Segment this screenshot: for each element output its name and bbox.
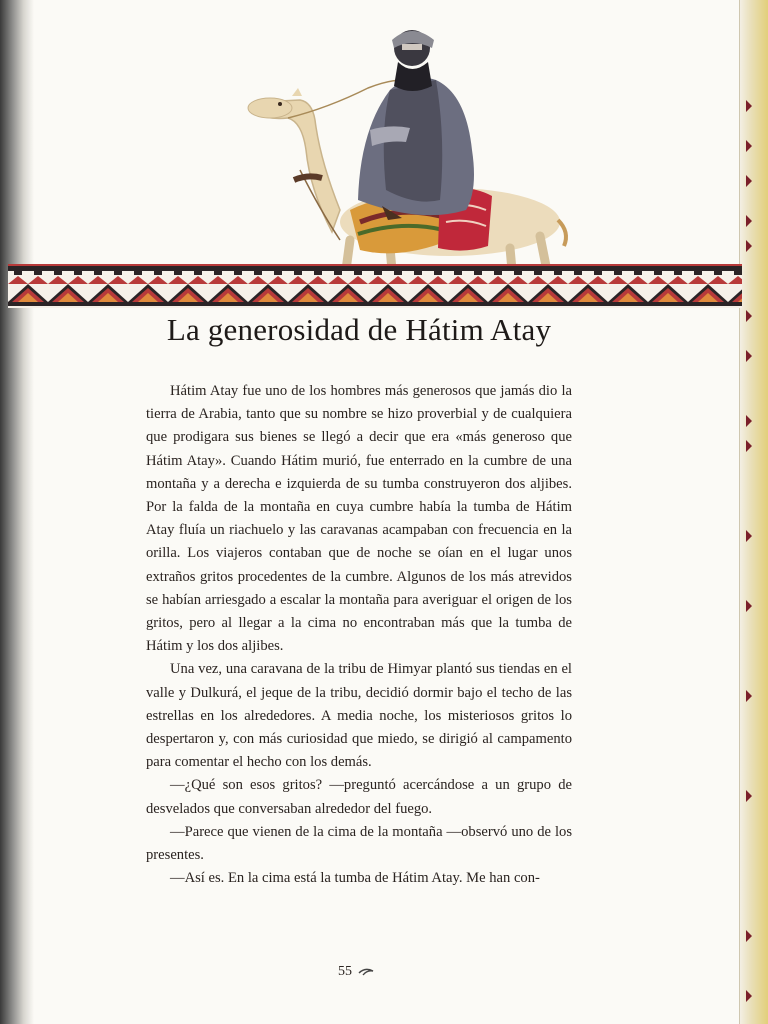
decorative-pattern-border xyxy=(8,264,742,308)
page-number: 55 xyxy=(338,964,352,979)
paragraph: Una vez, una caravana de la tribu de Himyar plantó sus tiendas en el valle y Dulkurá, el jeque de la tribu, decidió dormir bajo el techo de las estrellas en los alrededores. A media noche, los misteriosos gritos lo despertaron y, con más curiosidad que miedo, se dirigió al campamento para comentar el hecho con los demás. xyxy=(146,661,572,771)
paragraph: Hátim Atay fue uno de los hombres más generosos que jamás dio la tierra de Arabia, tanto que su nombre se hizo proverbial y de cualquiera que prodigara sus bienes se llegó a decir que era «más generoso que Hátim Atay». Cuando Hátim murió, fue enterrado en la cumbre de una montaña y a derecha e izquierda de su tumba construyeron dos aljibes. Por la falda de la montaña en cuya cumbre había la tumba de Hátim Atay fluía un riachuelo y las caravanas acampaban con frecuencia en la orilla. Los viajeros contaban que de noche se oían en el lugar unos extraños gritos procedentes de la cumbre. Algunos de los más atrevidos se habían arriesgado a escalar la montaña para averiguar el origen de los gritos, pero al llegar a la cima no encontraban más que la tumba de Hátim y los dos aljibes. xyxy=(146,383,572,655)
camel-rider-illustration xyxy=(240,10,580,272)
paragraph: —¿Qué son esos gritos? —preguntó acercándose a un grupo de desvelados que conversaban alrededor del fuego. xyxy=(146,777,572,817)
chapter-title: La generosidad de Hátim Atay xyxy=(166,312,552,347)
leaf-ornament-icon xyxy=(358,967,374,977)
binding-shadow xyxy=(0,0,34,1024)
body-text xyxy=(146,380,572,890)
page-footer xyxy=(338,964,374,980)
paragraph: —Parece que vienen de la cima de la montaña —observó uno de los presentes. xyxy=(146,823,572,864)
page-edge-marks xyxy=(744,0,754,1024)
page-edge xyxy=(739,0,768,1024)
paragraph: —Así es. En la cima está la tumba de Hátim Atay. Me han con- xyxy=(170,870,540,887)
